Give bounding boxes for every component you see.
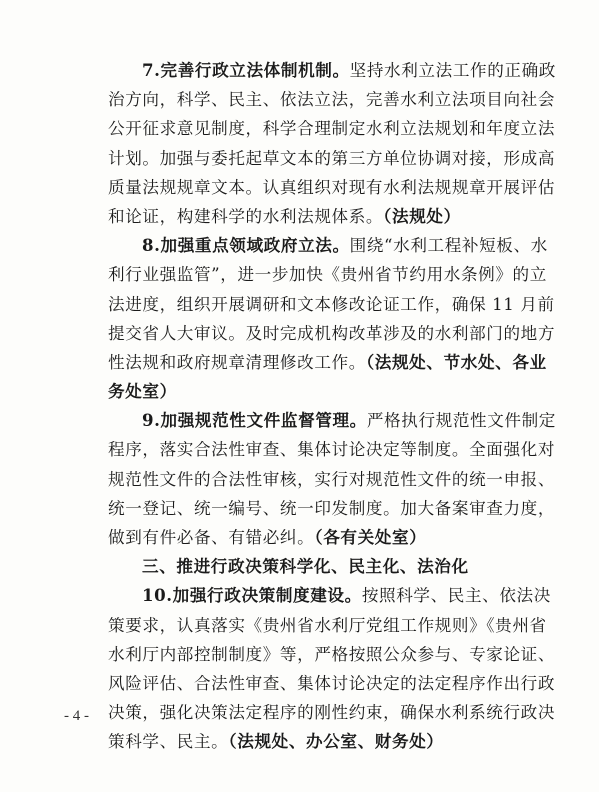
section-9-line-5: [108, 523, 506, 552]
section-8-line-5: [108, 348, 547, 377]
section-9-text-end: 做到有件必备、有错必纠。: [108, 528, 315, 547]
section-7-line-6: [108, 202, 506, 231]
section-10-line-4: 风险评估、合法性审查、集体讨论决定的法定程序作出行政: [108, 673, 556, 693]
section-10-text-end: 策科学、民主。: [108, 732, 229, 752]
document-body: [108, 56, 556, 757]
section-7-text: 坚持水利立法工作的正确政: [349, 61, 556, 80]
section-10-line-1: [108, 581, 551, 610]
section-8-owner-cont: 务处室）: [108, 381, 177, 402]
section-7-line-2: 治方向，科学、民主、依法立法，完善水利立法项目向社会: [108, 90, 556, 110]
section-8-text: 围绕“水利工程补短板、水: [349, 236, 548, 256]
section-9-line-4: 统一登记、统一编号、统一印发制度。加大备案审查力度，: [108, 498, 556, 518]
section-9-line-1: [108, 406, 556, 435]
section-10-text: 按照科学、民主、依法决: [361, 586, 551, 606]
section-7-line-5: 质量法规规章文本。认真组织对现有水利法规规章开展评估: [108, 177, 556, 197]
section-10-title: 10.加强行政决策制度建设。: [142, 585, 362, 606]
section-7-line-3: 公开征求意见制度，科学合理制定水利立法规划和年度立法: [108, 119, 556, 139]
section-10-line-2: 策要求，认真落实《贵州省水利厅党组工作规则》《贵州省: [108, 615, 547, 635]
section-8-line-1: [108, 231, 548, 260]
section-9-text: 严格执行规范性文件制定: [366, 411, 556, 431]
section-heading-3: 三、推进行政决策科学化、民主化、法治化: [142, 557, 469, 577]
section-9-line-2: 程序，落实合法性审查、集体讨论决定等制度。全面强化对: [108, 440, 556, 460]
section-8-line-4: 提交省人大审议。及时完成机构改革涉及的水利部门的地方: [108, 323, 556, 343]
section-8-text-end: 性法规和政府规章清理修改工作。: [108, 352, 366, 372]
section-8-line-2: 利行业强监管”，进一步加快《贵州省节约用水条例》的立: [108, 265, 547, 285]
section-7-line-4: 计划。加强与委托起草文本的第三方单位协调对接，形成高: [108, 148, 556, 168]
section-7-text-end: 和论证，构建科学的水利法规体系。: [108, 206, 384, 226]
section-10-line-3: 水利厅内部控制制度》等，严格按照公众参与、专家论证、: [108, 644, 556, 664]
section-9-line-3: 规范性文件的合法性审核，实行对规范性文件的统一申报、: [108, 469, 556, 489]
section-8-line-3: 法进度，组织开展调研和文本修改论证工作，确保 11 月前: [108, 294, 555, 314]
section-10-owner: （法规处、办公室、财务处）: [228, 731, 444, 752]
section-7-title: 7.完善行政立法体制机制。: [142, 60, 350, 80]
section-10-line-6: [108, 727, 506, 756]
section-7-owner: （法规处）: [383, 205, 461, 226]
section-8-owner: （法规处、节水处、各业: [365, 351, 547, 372]
section-10-line-5: 决策，强化决策法定程序的刚性约束，确保水利系统行政决: [108, 703, 556, 723]
section-7-line-1: [108, 56, 556, 85]
section-9-owner: （各有关处室）: [314, 527, 427, 547]
section-9-title: 9.加强规范性文件监督管理。: [142, 410, 367, 431]
section-8-title: 8.加强重点领域政府立法。: [142, 235, 350, 256]
page-number: - 4 -: [64, 708, 89, 724]
